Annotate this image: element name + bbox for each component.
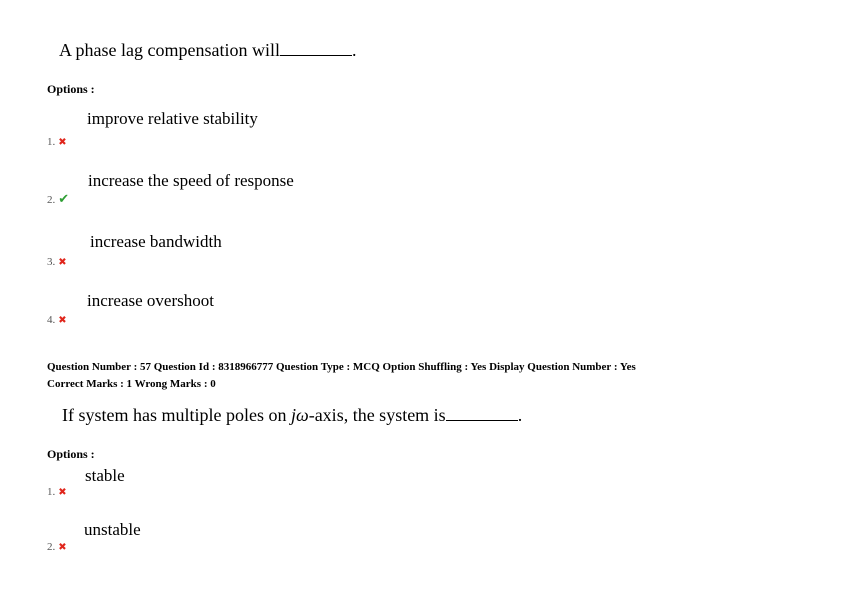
option-2-text: increase the speed of response (88, 171, 294, 190)
option-1-number: 1. ✖ (47, 486, 67, 498)
answer-blank (446, 419, 518, 421)
option-3-number: 3. ✖ (47, 256, 67, 268)
question-meta-line-2: Correct Marks : 1 Wrong Marks : 0 (47, 378, 216, 390)
options-label: Options : (47, 82, 95, 96)
wrong-mark-icon: ✖ (58, 542, 67, 553)
option-3-text: increase bandwidth (90, 232, 222, 251)
check-mark-icon: ✔ (58, 191, 70, 206)
option-4-text: increase overshoot (87, 291, 214, 310)
question-2-text: If system has multiple poles on jω-axis, the system is . (62, 405, 523, 425)
option-2-number: 2. ✔ (47, 191, 70, 206)
option-2-text: unstable (84, 520, 141, 539)
option-1-number: 1. ✖ (47, 136, 67, 148)
wrong-mark-icon: ✖ (58, 315, 67, 326)
options-label: Options : (47, 447, 95, 461)
option-1-text: stable (85, 466, 125, 485)
wrong-mark-icon: ✖ (58, 257, 67, 268)
answer-blank (280, 54, 352, 56)
wrong-mark-icon: ✖ (58, 487, 67, 498)
question-meta-line-1: Question Number : 57 Question Id : 8318966777 Question Type : MCQ Option Shuffling : Yes Display Question Number : Yes (47, 361, 636, 373)
option-4-number: 4. ✖ (47, 314, 67, 326)
question-1-text: A phase lag compensation will . (59, 40, 357, 60)
wrong-mark-icon: ✖ (58, 137, 67, 148)
option-1-text: improve relative stability (87, 109, 258, 128)
option-2-number: 2. ✖ (47, 541, 67, 553)
